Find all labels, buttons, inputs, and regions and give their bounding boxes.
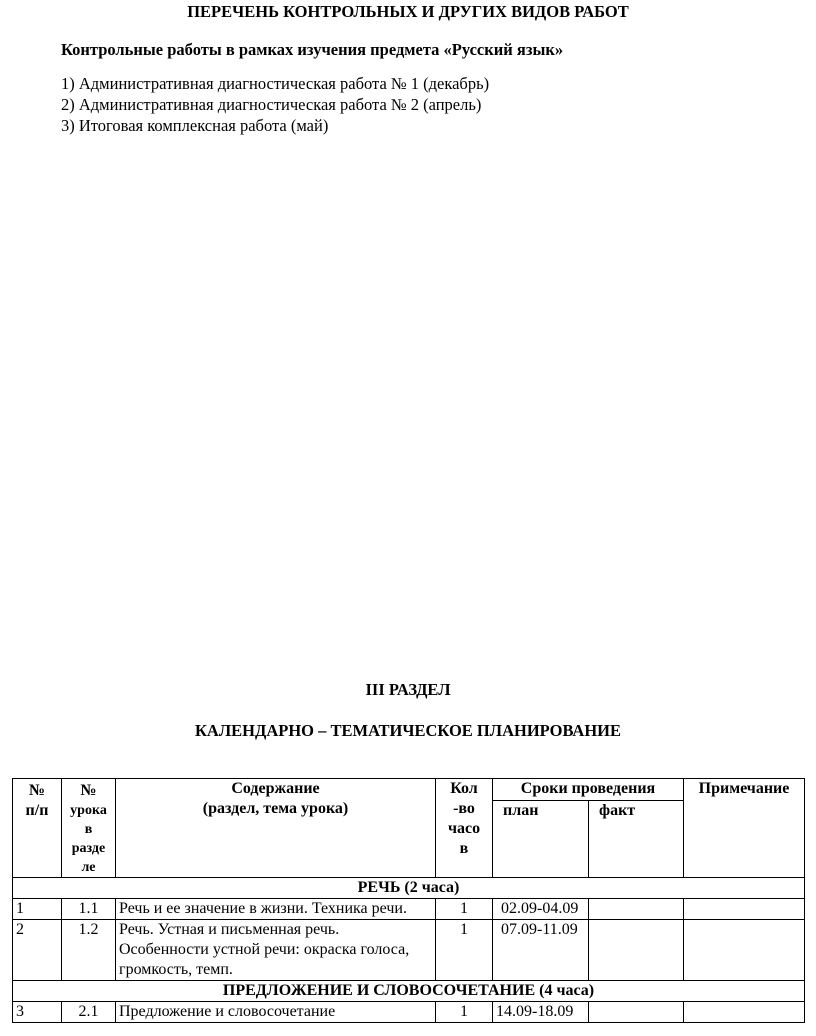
table-row [13, 899, 805, 920]
row-lesson: 2.1 [62, 1002, 116, 1023]
row-lesson: 1.1 [62, 899, 116, 920]
section-title: III РАЗДЕЛ [365, 680, 451, 699]
row-note [684, 899, 805, 920]
row-content: Предложение и словосочетание [116, 1002, 436, 1023]
row-content: Речь и ее значение в жизни. Техника речи. [116, 899, 436, 920]
col-header-fact: факт [589, 801, 684, 878]
row-fact [589, 920, 684, 981]
row-number: 3 [13, 1002, 62, 1023]
document-title: ПЕРЕЧЕНЬ КОНТРОЛЬНЫХ И ДРУГИХ ВИДОВ РАБОТ [187, 2, 629, 21]
row-fact [589, 1002, 684, 1023]
table-row [13, 920, 805, 981]
table-section-row [13, 981, 805, 1002]
row-plan: 14.09-18.09 [493, 1002, 589, 1023]
row-number: 2 [13, 920, 62, 981]
row-number: 1 [13, 899, 62, 920]
table-section-title: РЕЧЬ (2 часа) [13, 878, 805, 899]
col-header-lesson-number: № урока в разде ле [62, 779, 116, 878]
control-works-subtitle: Контрольные работы в рамках изучения предмета «Русский язык» [61, 40, 564, 59]
row-fact [589, 899, 684, 920]
row-content: Речь. Устная и письменная речь. Особенности устной речи: окраска голоса, громкость, темп. [116, 920, 436, 981]
row-plan: 02.09-04.09 [493, 899, 589, 920]
col-header-plan: план [493, 801, 589, 878]
row-note [684, 920, 805, 981]
col-header-number: № п/п [13, 779, 62, 878]
header-row [13, 779, 805, 801]
col-header-hours: Кол -во часо в [436, 779, 493, 878]
col-header-note: Примечание [684, 779, 805, 878]
list-item: 3) Итоговая комплексная работа (май) [61, 116, 329, 135]
col-header-dates: Сроки проведения [493, 779, 684, 801]
row-note [684, 1002, 805, 1023]
table-row [13, 1002, 805, 1023]
table-section-row [13, 878, 805, 899]
list-item: 1) Административная диагностическая работа № 1 (декабрь) [61, 74, 490, 93]
thematic-plan-table [12, 778, 805, 1023]
row-hours: 1 [436, 899, 493, 920]
row-plan: 07.09-11.09 [493, 920, 589, 981]
row-lesson: 1.2 [62, 920, 116, 981]
row-hours: 1 [436, 920, 493, 981]
col-header-content: Содержание (раздел, тема урока) [116, 779, 436, 878]
list-item: 2) Административная диагностическая работа № 2 (апрель) [61, 95, 482, 114]
table-section-title: ПРЕДЛОЖЕНИЕ И СЛОВОСОЧЕТАНИЕ (4 часа) [13, 981, 805, 1002]
control-works-list [61, 73, 489, 136]
row-hours: 1 [436, 1002, 493, 1023]
plan-title: КАЛЕНДАРНО – ТЕМАТИЧЕСКОЕ ПЛАНИРОВАНИЕ [194, 721, 622, 740]
